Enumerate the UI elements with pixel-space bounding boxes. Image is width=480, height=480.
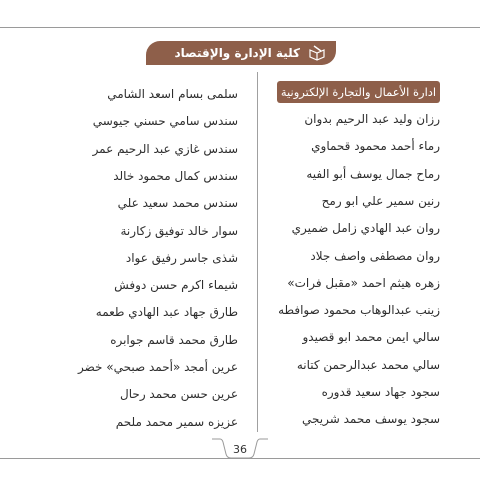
name-item: سندس سامي حسني جيوسي [92,114,238,129]
column-divider [257,72,258,432]
left-name-list [40,0,238,480]
name-item: رماء أحمد محمود قحماوي [311,139,440,154]
name-item: رزان وليد عبد الرحيم بدوان [304,112,440,126]
name-item: زهره هيثم احمد «مقبل فرات» [287,275,440,290]
name-item: شذى جاسر رفيق عواد [125,250,238,265]
name-item: عرين أمجد «أحمد صبحي» خضر [78,360,238,374]
name-item: سندس محمد سعيد علي [117,196,238,211]
faculty-title: كلية الإدارة والإقتصاد [174,46,300,60]
page-number-tab [212,438,268,460]
department-title: ادارة الأعمال والتجارة الإلكترونية [277,81,440,103]
name-item: روان مصطفى واصف جلاد [310,248,440,263]
name-item: رماح جمال يوسف أبو الفيه [306,166,440,181]
name-item: طارق محمد قاسم جوابره [110,332,238,347]
name-item: سندس غازي عبد الرحيم عمر [92,141,238,156]
page-number: 36 [233,442,247,456]
name-item: عرين حسن محمد رحال [120,387,238,402]
name-item: سالي محمد عبدالرحمن كتانه [296,357,440,372]
right-name-list [270,0,440,480]
name-item: روان عبد الهادي زامل ضميري [291,221,440,236]
name-item: زينب عبدالوهاب محمود صوافطه [278,303,440,318]
name-item: طارق جهاد عبد الهادي طعمه [95,305,238,320]
name-item: سجود يوسف محمد شريجي [302,412,440,427]
name-item: سندس كمال محمود خالد [113,168,238,183]
name-item: عزيزه سمير محمد ملحم [115,414,238,429]
name-item: شيماء اكرم حسن دوفش [114,278,238,293]
name-item: رنين سمير علي ابو رمح [321,193,440,208]
name-item: سلمى بسام اسعد الشامي [107,87,238,101]
name-item: سالي ايمن محمد ابو قصيدو [302,330,440,345]
name-item: سوار خالد توفيق زكارنة [120,223,238,238]
name-item: سجود جهاد سعيد قدوره [321,385,440,399]
